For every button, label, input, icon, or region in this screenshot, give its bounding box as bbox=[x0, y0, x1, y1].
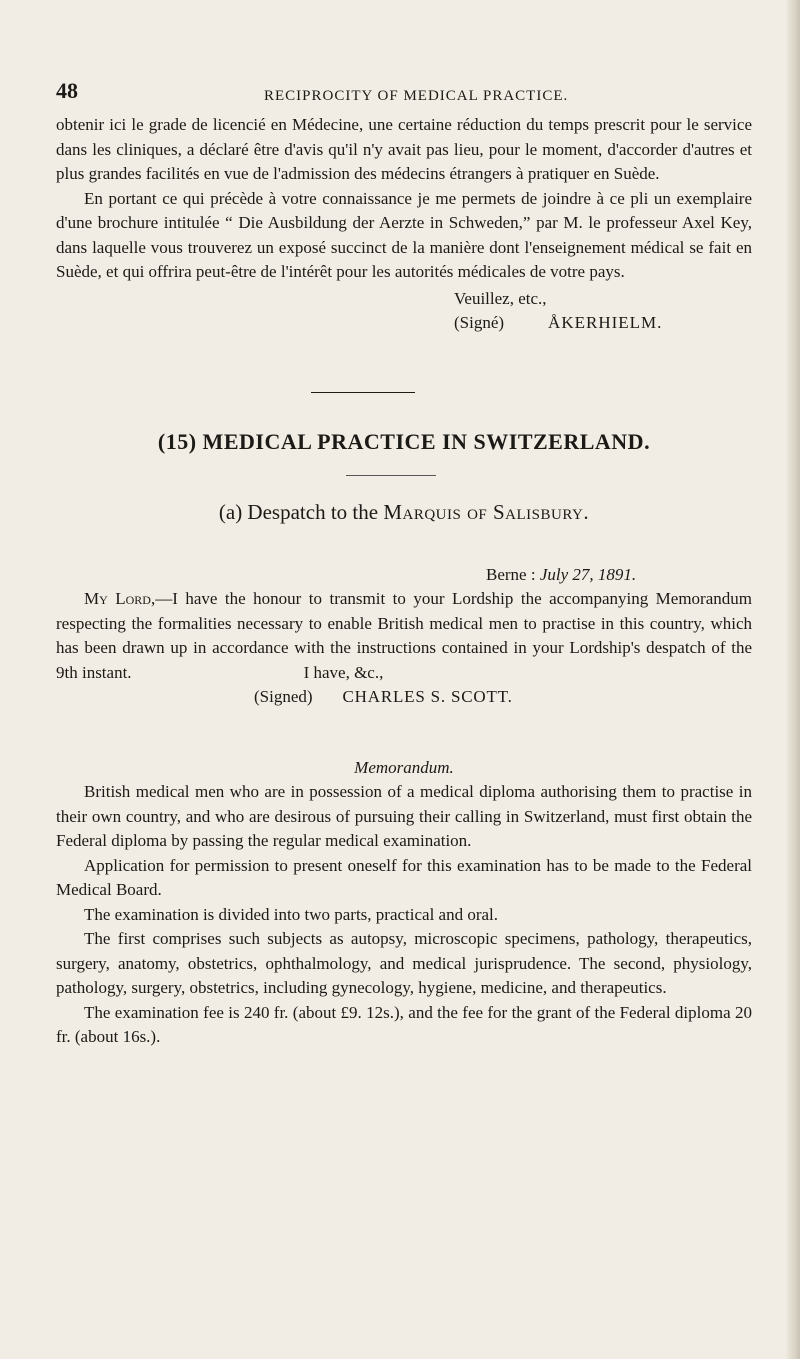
memorandum-paragraph: The examination fee is 240 fr. (about £9. 12s.), and the fee for the grant of the Federal diploma 20 fr. (about 16s.). bbox=[56, 1002, 752, 1046]
section-divider bbox=[311, 392, 415, 393]
memorandum-title: Memorandum. bbox=[354, 757, 454, 777]
page-edge-shadow bbox=[786, 0, 800, 1359]
subheading-prefix: (a) Despatch to the bbox=[218, 500, 379, 524]
despatch-signatory: CHARLES S. SCOTT. bbox=[342, 687, 513, 706]
despatch-place: Berne : bbox=[486, 564, 536, 584]
french-signature-line bbox=[56, 311, 752, 336]
running-header bbox=[56, 78, 746, 108]
despatch-dateline bbox=[56, 563, 752, 588]
section-heading: (15) MEDICAL PRACTICE IN SWITZERLAND. bbox=[157, 428, 651, 454]
despatch-text: —I have the honour to transmit to your Lordship the accompanying Memorandum respecting the formalities necessary to enable British medical men to practise in this country, which has been drawn up in accordance with the instructions contained in your Lordship's despatch of the 9th instant. bbox=[56, 589, 752, 682]
heading-rule bbox=[346, 475, 436, 476]
french-paragraph-2: En portant ce qui précède à votre connaissance je me permets de joindre à ce pli un exemplaire d'une brochure intitulée “ Die Ausbildung der Aerzte in Schweden,” par M. le professeur Axel Key, dans laquelle vous trouverez un exposé succinct de la manière dont l'enseignement médical se fait en Suède, et qui offrira peut-être de l'intérêt pour les autorités médicales de votre pays. bbox=[56, 188, 752, 281]
despatch-signature-line bbox=[56, 685, 752, 710]
running-title: RECIPROCITY OF MEDICAL PRACTICE. bbox=[264, 88, 569, 104]
page-body bbox=[56, 110, 752, 1050]
despatch-signed-label: (Signed) bbox=[254, 687, 313, 706]
signatory-name: ÅKERHIELM. bbox=[548, 313, 663, 332]
despatch-salutation: My Lord, bbox=[84, 589, 156, 608]
memorandum-paragraph: Application for permission to present oneself for this examination has to be made to the Federal Medical Board. bbox=[56, 855, 752, 899]
memorandum-paragraph: British medical men who are in possession of a medical diploma authorising them to practise in their own country, and who are desirous of pursuing their calling in Switzerland, must first obtain the Federal diploma by passing the regular medical examination. bbox=[56, 782, 752, 850]
despatch-closing: I have, &c., bbox=[303, 662, 384, 682]
french-paragraph-1: obtenir ici le grade de licencié en Médecine, une certaine réduction du temps prescrit pour le service dans les cliniques, a déclaré être d'avis qu'il n'y avait pas lieu, pour le moment, d'accorder d'autres et plus grandes facilités en vue de l'admission des médecins étrangers à pratiquer en Suède. bbox=[56, 115, 752, 183]
french-closing: Veuillez, etc., bbox=[454, 288, 547, 308]
despatch-body bbox=[56, 587, 752, 685]
signed-label: (Signé) bbox=[454, 313, 505, 332]
despatch-subheading bbox=[56, 500, 752, 525]
memorandum-paragraph: The examination is divided into two parts, practical and oral. bbox=[84, 904, 499, 924]
page-number: 48 bbox=[56, 78, 78, 103]
memorandum-paragraph: The first comprises such subjects as autopsy, microscopic specimens, pathology, therapeutics, surgery, anatomy, obstetrics, ophthalmology, and medical jurisprudence. The second, physiology, pathology, surgery, obstetrics, including gynecology, hygiene, medicine, and therapeutics. bbox=[56, 929, 752, 997]
subheading-recipient: Marquis of Salisbury. bbox=[383, 500, 590, 524]
despatch-date: July 27, 1891. bbox=[539, 564, 637, 584]
